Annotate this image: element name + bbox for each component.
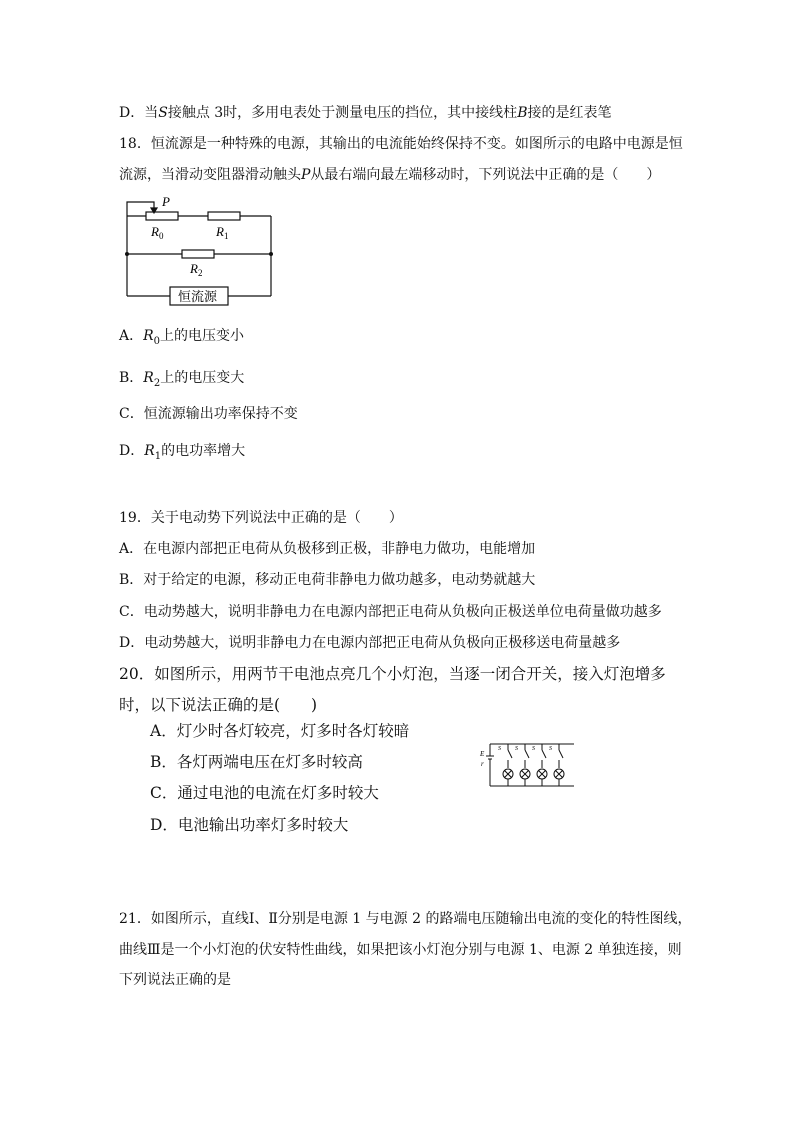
q20-option-d: D．电池输出功率灯多时较大 (150, 816, 349, 834)
q19-option-b: B．对于给定的电源，移动正电荷非静电力做功越多，电动势就越大 (119, 572, 536, 588)
option-text: 上的电压变小 (160, 328, 245, 344)
q18-var-p: P (301, 167, 311, 183)
q19-stem: 19．关于电动势下列说法中正确的是（ ） (119, 510, 403, 526)
q20-branch-4 (554, 744, 564, 786)
q17-d-suffix: 接的是红表笔 (527, 105, 612, 121)
q20-label-s1: S (498, 746, 501, 752)
q18-resistor-r2 (182, 250, 214, 258)
q20-label-e: E (480, 750, 485, 758)
option-sub: 2 (153, 377, 161, 389)
option-sub: 0 (153, 335, 161, 347)
q18-stem-line2-b: 从最右端向最左端移动时，下列说法中正确的是（ ） (310, 167, 661, 183)
option-letter: B． (119, 370, 144, 386)
q18-label-r1: $R_1$ (216, 224, 229, 241)
q20-option-c: C．通过电池的电流在灯多时较大 (150, 784, 379, 802)
q20-stem-line2: 时，以下说法正确的是( ) (119, 696, 318, 714)
q20-circuit-diagram (478, 738, 578, 792)
q20-label-r: r (481, 760, 484, 768)
q18-label-p: P (162, 194, 170, 209)
option-var: R (143, 370, 154, 386)
option-text: 的电功率增大 (161, 443, 246, 459)
q19-option-a: A．在电源内部把正电荷从负极移到正极，非静电力做功，电能增加 (119, 541, 536, 557)
q19-option-d: D．电动势越大，说明非静电力在电源内部把正电荷从负极向正极移送电荷量越多 (119, 635, 621, 651)
q17-option-d (119, 103, 611, 123)
q20-label-s4: S (549, 746, 552, 752)
q18-resistor-r1 (208, 212, 240, 220)
q20-option-a: A．灯少时各灯较亮，灯多时各灯较暗 (150, 722, 410, 740)
option-var: R (144, 443, 155, 459)
q20-branch-3 (537, 744, 547, 786)
q18-option-c (119, 404, 298, 424)
q18-option-a (119, 326, 244, 352)
q18-stem-line1: 18．恒流源是一种特殊的电源，其输出的电流能始终保持不变。如图所示的电路中电源是恒 (119, 136, 683, 152)
q18-circuit-diagram (118, 192, 280, 310)
option-var: R (143, 328, 154, 344)
q20-stem-line1: 20．如图所示，用两节干电池点亮几个小灯泡，当逐一闭合开关，接入灯泡增多 (119, 665, 666, 683)
q17-d-var-s: S (158, 105, 168, 121)
q21-stem-line2: 曲线Ⅲ是一个小灯泡的伏安特性曲线，如果把该小灯泡分别与电源 1、电源 2 单独连接，则 (119, 942, 682, 958)
q18-resistor-r0 (146, 212, 178, 220)
q21-stem-line3: 下列说法正确的是 (119, 972, 231, 988)
q18-option-b (119, 368, 244, 394)
q18-option-d (119, 441, 245, 467)
q20-label-s2: S (515, 746, 518, 752)
q18-label-r2: $R_2$ (190, 261, 203, 278)
q20-label-s3: S (532, 746, 535, 752)
q19-option-c: C．电动势越大，说明非静电力在电源内部把正电荷从负极向正极送单位电荷量做功越多 (119, 604, 662, 620)
option-letter: A． (119, 328, 144, 344)
q18-stem-line2-a: 流源，当滑动变阻器滑动触头 (119, 167, 301, 183)
q17-d-prefix: D．当 (119, 105, 159, 121)
q20-option-b: B．各灯两端电压在灯多时较高 (150, 753, 363, 771)
option-sub: 1 (154, 450, 162, 462)
q20-branch-2 (520, 744, 530, 786)
q17-d-var-b: B (517, 105, 528, 121)
q21-stem-line1: 21．如图所示，直线Ⅰ、Ⅱ分别是电源 1 与电源 2 的路端电压随输出电流的变化的特性图线， (119, 911, 692, 927)
q17-d-middle: 接触点 3时，多用电表处于测量电压的挡位，其中接线柱 (167, 105, 518, 121)
option-letter: D． (119, 443, 145, 459)
q18-stem-line2 (119, 165, 660, 185)
q20-branch-1 (503, 744, 513, 786)
option-letter: C． (119, 406, 144, 422)
option-text: 恒流源输出功率保持不变 (143, 406, 298, 422)
option-text: 上的电压变大 (160, 370, 245, 386)
q18-label-r0: $R_0$ (151, 224, 164, 241)
q18-label-source: 恒流源 (178, 289, 218, 304)
